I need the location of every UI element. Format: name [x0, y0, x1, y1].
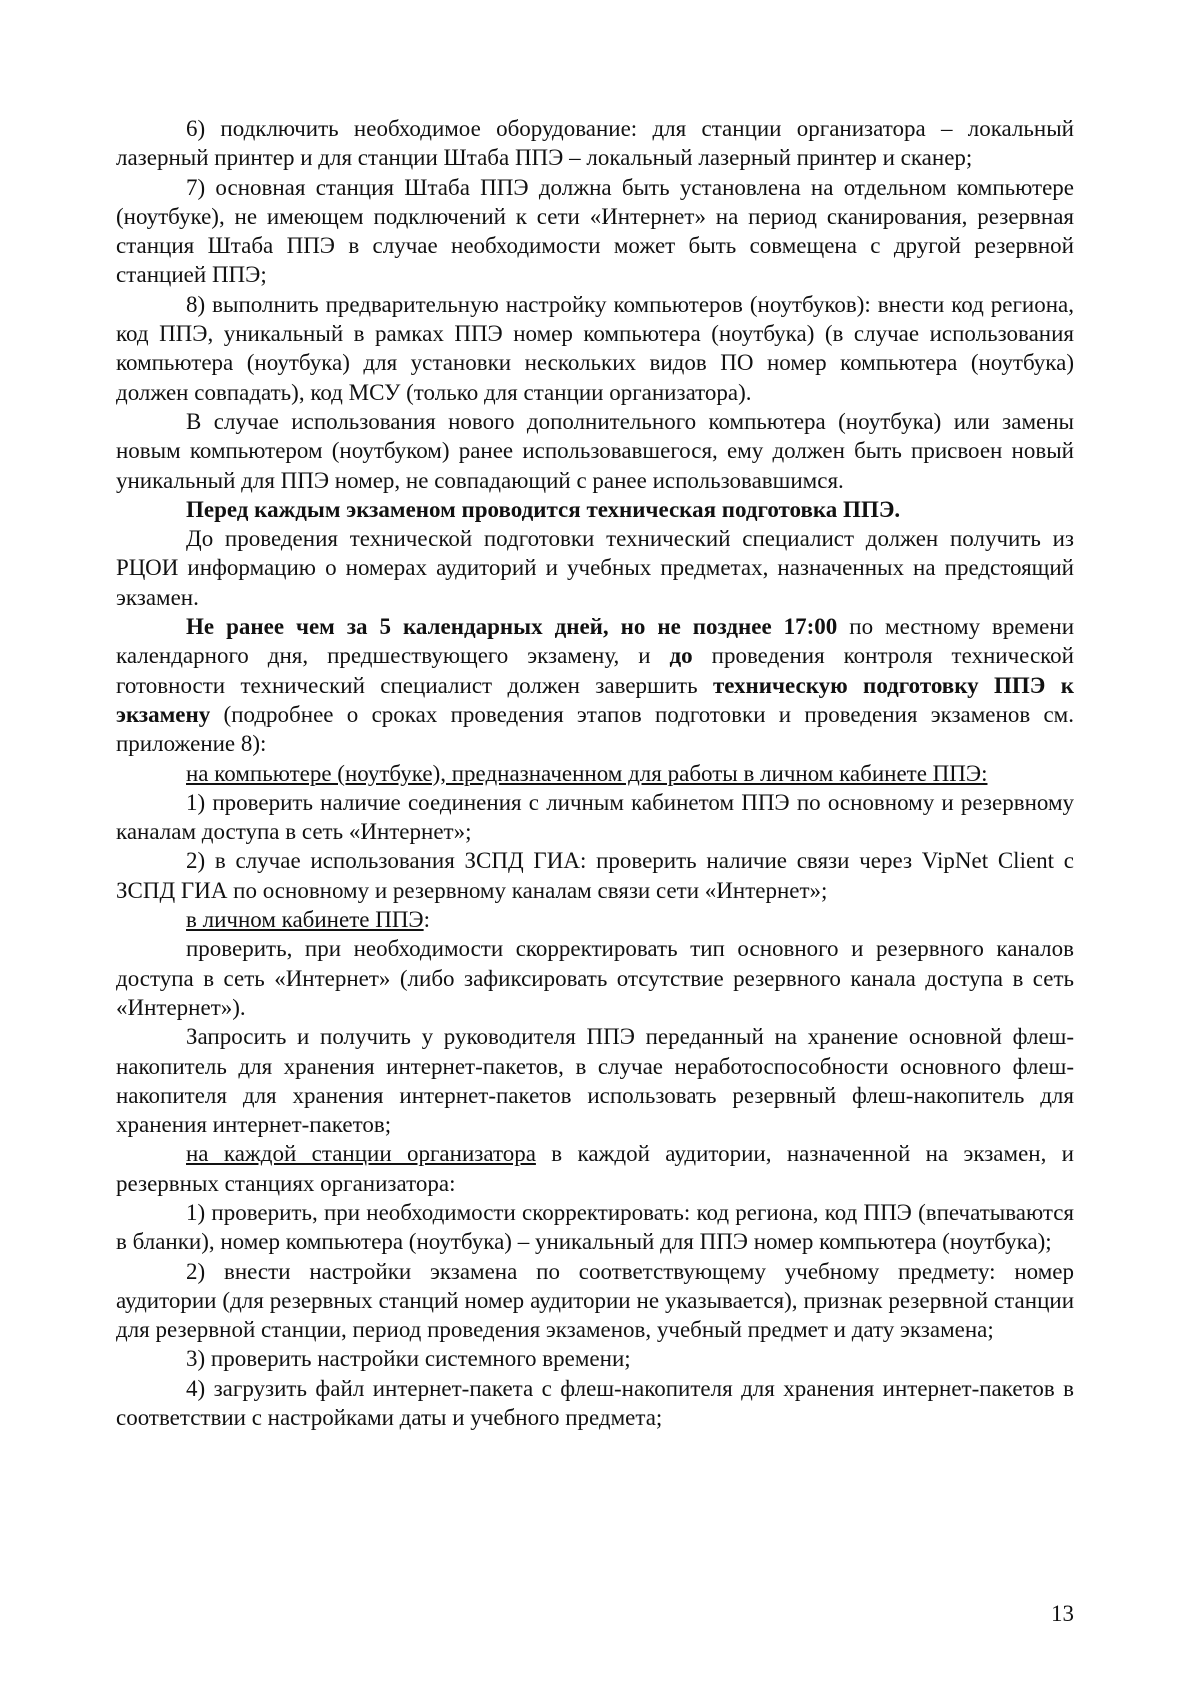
paragraph-flash-drive: Запросить и получить у руководителя ППЭ переданный на хранение основной флеш-накопитель для хранения интернет-пакетов, в случае неработоспособности основного флеш-накопителя для хранения интернет-пакетов использовать резервный флеш-накопитель для хранения интернет-пакетов; [116, 1024, 1074, 1138]
section-heading: Перед каждым экзаменом проводится техническая подготовка ППЭ. [186, 496, 901, 522]
organizer-stations-text: в каждой аудитории, назначенной на экзамен, и резервных станциях организатора: [116, 1141, 1074, 1196]
paragraph-channel-type: проверить, при необходимости скорректировать тип основного и резервного каналов доступа в сеть «Интернет» (либо зафиксировать отсутствие резервного канала доступа в сеть «Интернет»). [116, 936, 1074, 1020]
deadline-bold-prep: техническую подготовку ППЭ к экзамену [116, 672, 1074, 727]
page-number: 13 [1051, 1601, 1074, 1626]
paragraph-station-step-2: 2) внести настройки экзамена по соответствующему учебному предмету: номер аудитории (для резервных станций номер аудитории не указывается), признак резервной станции для резервной станции, период проведения экзаменов, учебный предмет и дату экзамена; [116, 1258, 1074, 1343]
paragraph-rcoi-info: До проведения технической подготовки технический специалист должен получить из РЦОИ информацию о номерах аудиторий и учебных предметах, назначенных на предстоящий экзамен. [116, 526, 1074, 610]
paragraph-item-8: 8) выполнить предварительную настройку компьютеров (ноутбуков): внести код региона, код ППЭ, уникальный в рамках ППЭ номер компьютера (ноутбука) (в случае использования компьютера (ноутбука) для установки нескольких видов ПО номер компьютера (ноутбука) должен совпадать), код МСУ (только для станции организатора). [116, 291, 1074, 405]
subheading-lk [116, 905, 1074, 934]
paragraph-new-computer: В случае использования нового дополнительного компьютера (ноутбука) или замены новым компьютером (ноутбуком) ранее использовавшегося, ему должен быть присвоен новый уникальный для ППЭ номер, не совпадающий с ранее использовавшимся. [116, 408, 1074, 493]
paragraph-station-step-1: 1) проверить, при необходимости скорректировать: код региона, код ППЭ (впечатываются в бланки), номер компьютера (ноутбука) – уникальный для ППЭ номер компьютера (ноутбука); [116, 1199, 1074, 1255]
subheading-lk-computer-text: на компьютере (ноутбуке), предназначенном для работы в личном кабинете ППЭ: [186, 760, 988, 786]
paragraph-station-step-3: 3) проверить настройки системного времени; [186, 1346, 631, 1372]
paragraph-check-connection: 1) проверить наличие соединения с личным кабинетом ППЭ по основному и резервному каналам доступа в сеть «Интернет»; [116, 789, 1074, 845]
paragraph-station-step-4: 4) загрузить файл интернет-пакета с флеш-накопителя для хранения интернет-пакетов в соответствии с настройками даты и учебного предмета; [116, 1375, 1074, 1431]
paragraph-organizer-stations [116, 1139, 1074, 1198]
paragraph-deadline [116, 612, 1074, 758]
organizer-stations-underlined: на каждой станции организатора [186, 1141, 536, 1167]
subheading-lk-colon: : [423, 907, 431, 933]
subheading-lk-text: в личном кабинете ППЭ [186, 907, 424, 933]
paragraph-item-6: 6) подключить необходимое оборудование: для станции организатора – локальный лазерный принтер и для станции Штаба ППЭ – локальный лазерный принтер и сканер; [116, 116, 1074, 171]
deadline-text-2: проведения контроля технической готовности технический специалист должен завершить [116, 643, 1074, 698]
paragraph-item-7: 7) основная станция Штаба ППЭ должна быть установлена на отдельном компьютере (ноутбуке), не имеющем подключений к сети «Интернет» на период сканирования, резервная станция Штаба ППЭ в случае необходимости может быть совмещена с другой резервной станцией ППЭ; [116, 174, 1074, 288]
deadline-text-1: по местному времени календарного дня, предшествующего экзамену, и [116, 614, 1075, 669]
subheading-lk-computer [116, 759, 1074, 788]
paragraph-vipnet: 2) в случае использования ЗСПД ГИА: проверить наличие связи через VipNet Client с ЗСПД ГИА по основному и резервному каналам связи сети «Интернет»; [116, 848, 1074, 903]
deadline-text-3: (подробнее о сроках проведения этапов подготовки и проведения экзаменов см. приложение 8): [116, 701, 1074, 757]
deadline-bold-do: до [669, 643, 693, 669]
document-page [116, 114, 1074, 1432]
deadline-bold: Не ранее чем за 5 календарных дней, но не позднее 17:00 [186, 614, 838, 640]
